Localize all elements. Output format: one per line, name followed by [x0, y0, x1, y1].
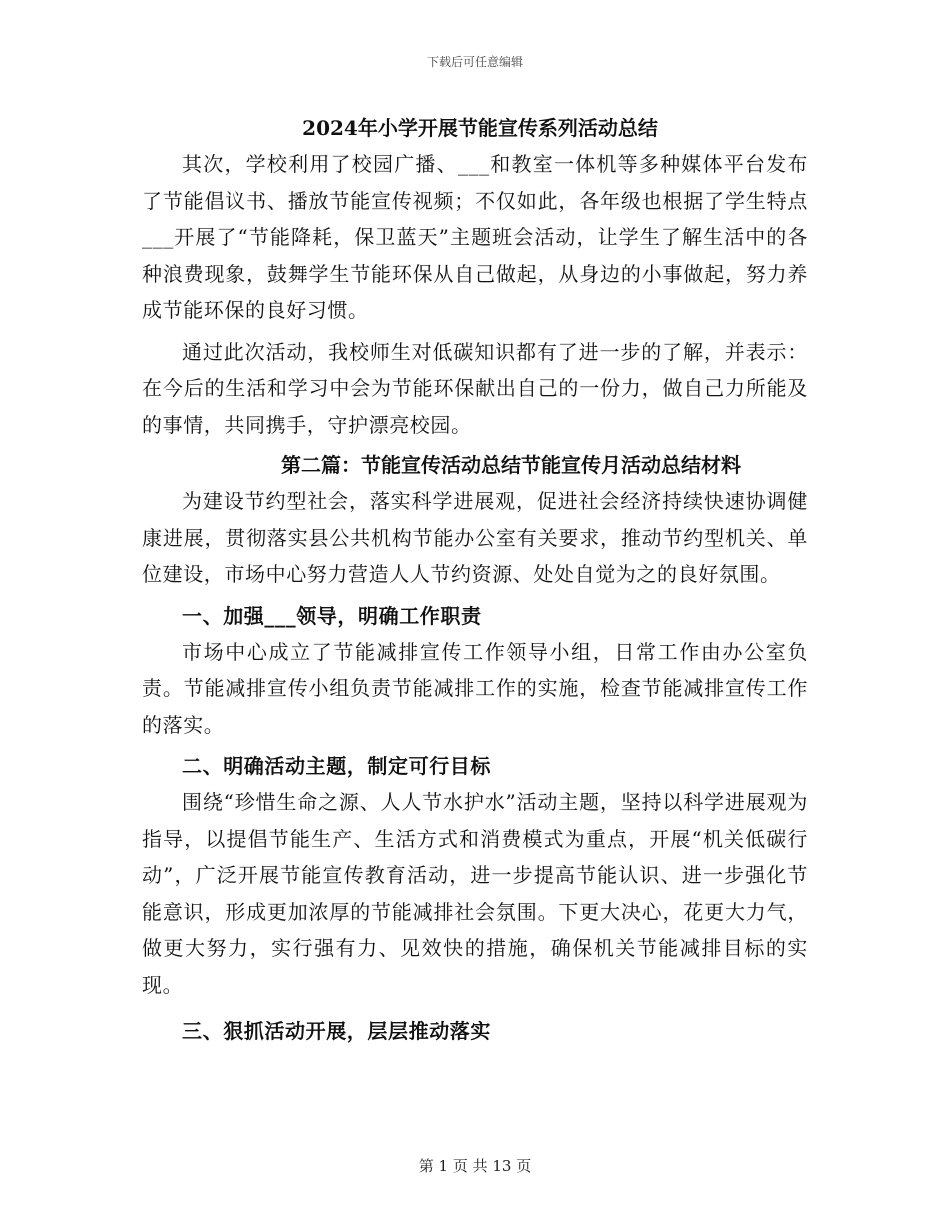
paragraph-intro: 为建设节约型社会，落实科学进展观，促进社会经济持续快速协调健康进展，贯彻落实县公共机构节能办公室有关要求，推动节约型机关、单位建设，市场中心努力营造人人节约资源、处处自觉为之的良好氛围。	[142, 489, 808, 586]
paragraph-activity-result: 通过此次活动，我校师生对低碳知识都有了进一步的了解，并表示：在今后的生活和学习中会为节能环保献出自己的一份力，做自己力所能及的事情，共同携手，守护漂亮校园。	[142, 339, 808, 437]
paragraph-leadership: 市场中心成立了节能减排宣传工作领导小组，日常工作由办公室负责。节能减排宣传小组负责节能减排工作的实施，检查节能减排宣传工作的落实。	[142, 639, 808, 737]
paragraph-media-platforms: 其次，学校利用了校园广播、___和教室一体机等多种媒体平台发布了节能倡议书、播放节能宣传视频；不仅如此，各年级也根据了学生特点___开展了“节能降耗，保卫蓝天”主题班会活动，让学生了解生活中的各种浪费现象，鼓舞学生节能环保从自己做起，从身边的小事做起，努力养成节能环保的良好习惯。	[142, 152, 808, 322]
page-header: 下载后可任意编辑	[426, 55, 523, 69]
document-title: 2024年小学开展节能宣传系列活动总结	[302, 116, 658, 140]
heading-activity-theme: 二、明确活动主题，制定可行目标	[182, 754, 491, 778]
heading-strengthen-leadership: 一、加强___领导，明确工作职责	[182, 603, 482, 628]
document-body	[142, 110, 808, 1049]
page-footer: 第 1 页 共 13 页	[418, 1157, 532, 1175]
section-title: 第二篇：节能宣传活动总结节能宣传月活动总结材料	[281, 453, 741, 477]
heading-implementation: 三、狠抓活动开展，层层推动落实	[182, 1019, 491, 1043]
paragraph-activity-theme: 围绕“珍惜生命之源、人人节水护水”活动主题，坚持以科学进展观为指导，以提倡节能生产、生活方式和消费模式为重点，开展“机关低碳行动”，广泛开展节能宣传教育活动，进一步提高节能认识、进一步强化节能意识，形成更加浓厚的节能减排社会氛围。下更大决心，花更大力气，做更大努力，实行强有力、见效快的措施，确保机关节能减排目标的实现。	[142, 790, 808, 997]
